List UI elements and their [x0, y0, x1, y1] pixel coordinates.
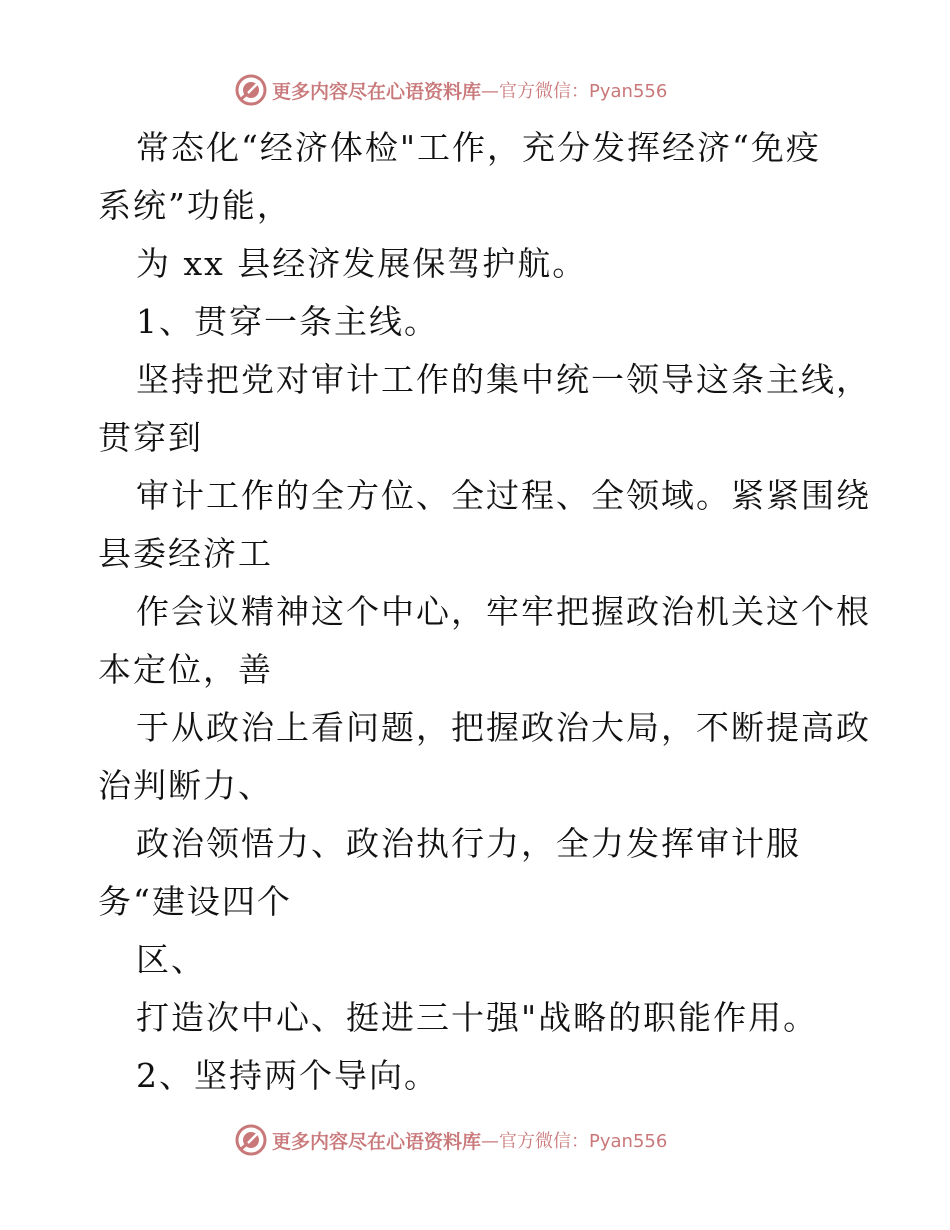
- footer-banner-contact: —官方微信：Pyan556: [481, 1131, 668, 1152]
- header-banner-text: 更多内容尽在心语资料库: [272, 80, 482, 103]
- text-line: 系统”功能，: [98, 186, 292, 225]
- header-banner-contact: —官方微信：Pyan556: [481, 81, 668, 102]
- text-line: 贯穿到: [98, 418, 203, 457]
- text-line: 审计工作的全方位、全过程、全领域。紧紧围绕: [136, 476, 871, 515]
- text-line: 为 xx 县经济发展保驾护航。: [136, 244, 588, 283]
- brand-logo-icon: [234, 1123, 268, 1157]
- text-line: 区、: [136, 940, 206, 979]
- text-line: 治判断力、: [98, 766, 273, 805]
- text-line: 务“建设四个: [98, 882, 292, 921]
- text-line: 常态化“经济体检"工作，充分发挥经济“免疫: [136, 128, 821, 167]
- text-line: 本定位，善: [98, 650, 273, 689]
- text-line: 坚持把党对审计工作的集中统一领导这条主线，: [136, 360, 871, 399]
- footer-watermark-banner: [234, 1122, 667, 1158]
- text-line: 县委经济工: [98, 534, 273, 573]
- text-line: 政治领悟力、政治执行力，全力发挥审计服: [136, 824, 801, 863]
- text-line: 于从政治上看问题，把握政治大局，不断提高政: [136, 708, 871, 747]
- text-line: 作会议精神这个中心，牢牢把握政治机关这个根: [136, 592, 871, 631]
- text-line: 打造次中心、挺进三十强"战略的职能作用。: [136, 998, 819, 1037]
- text-line: 1、贯穿一条主线。: [136, 302, 439, 341]
- text-line: 2、坚持两个导向。: [136, 1056, 439, 1095]
- footer-banner-text: 更多内容尽在心语资料库: [272, 1130, 482, 1153]
